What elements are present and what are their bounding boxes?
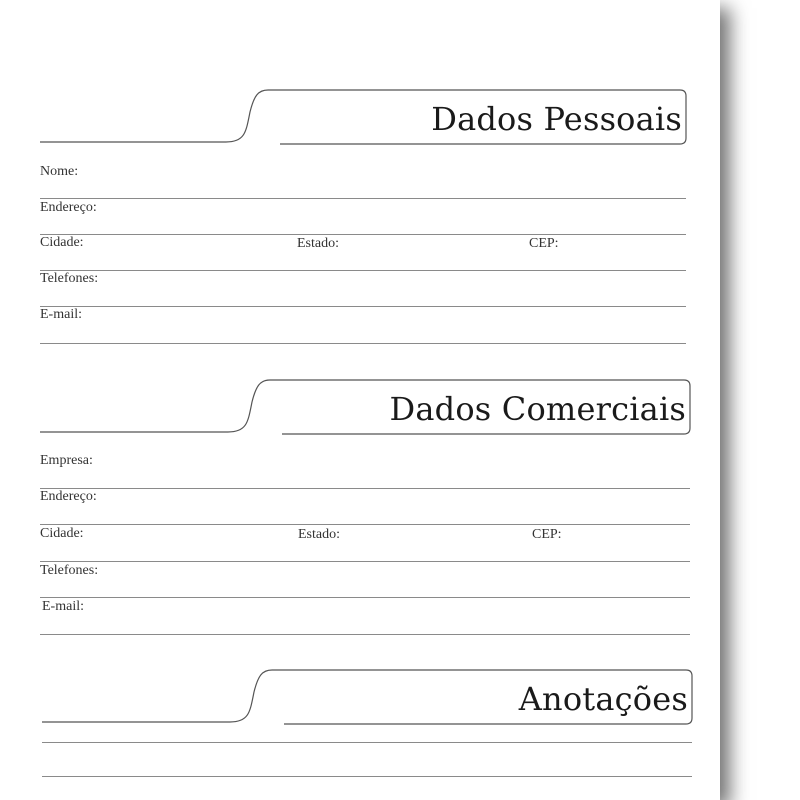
zip-label: CEP: — [529, 236, 559, 251]
business-address-label: Endereço: — [40, 489, 97, 504]
business-city-line[interactable] — [40, 561, 690, 562]
address-line[interactable] — [40, 234, 686, 235]
phones-line[interactable] — [40, 306, 686, 307]
email-label: E-mail: — [40, 307, 82, 322]
city-line[interactable] — [40, 270, 686, 271]
business-email-label: E-mail: — [42, 599, 84, 614]
state-label: Estado: — [297, 236, 339, 251]
city-label: Cidade: — [40, 235, 84, 250]
email-line[interactable] — [40, 343, 686, 344]
name-label: Nome: — [40, 164, 79, 179]
notes-line[interactable] — [42, 742, 692, 743]
business-zip-label: CEP: — [532, 527, 562, 542]
business-state-label: Estado: — [298, 527, 340, 542]
company-label: Empresa: — [40, 453, 93, 468]
business-city-label: Cidade: — [40, 526, 84, 541]
business-address-line[interactable] — [40, 524, 690, 525]
address-label: Endereço: — [40, 200, 97, 215]
business-data-title: Dados Comerciais — [389, 390, 686, 428]
notes-title: Anotações — [518, 680, 688, 718]
notes-line[interactable] — [42, 776, 692, 777]
business-phones-label: Telefones: — [40, 563, 99, 578]
phones-label: Telefones: — [40, 271, 99, 286]
company-line[interactable] — [40, 488, 690, 489]
name-line[interactable] — [40, 198, 686, 199]
personal-data-title: Dados Pessoais — [431, 100, 682, 138]
business-email-line[interactable] — [40, 634, 690, 635]
business-phones-line[interactable] — [40, 597, 690, 598]
